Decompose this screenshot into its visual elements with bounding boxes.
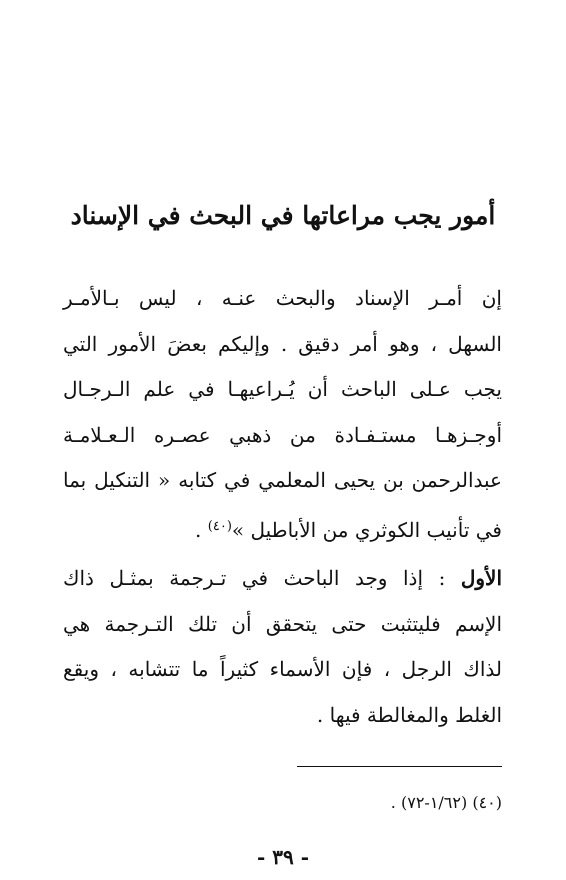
footnote-reference[interactable]: (٤٠) [207,518,232,534]
point-label: الأول [460,566,502,590]
paragraph-first-point [63,556,502,738]
text-line: إن أمـر الإسناد والبحث عنـه ، ليس بـالأمـر [63,286,502,310]
end-mark: . [195,517,208,542]
section-heading: أمور يجب مراعاتها في البحث في الإسناد [70,201,496,230]
text-line: الإسم فليتثبت حتى يتحقق أن تلك التـرجمة هي [63,611,502,636]
text-line: لذاك الرجل ، فإن الأسماء كثيراً ما تتشابه ، ويقع [63,657,502,681]
text-line-content: : إذا وجد الباحث في تـرجمة بمثـل ذاك [63,566,461,590]
text-line-content: في تأنيب الكوثري من الأباطيل » [231,517,502,542]
footnote: (٤٠) (١/٦٢-٧٢) . [390,793,502,812]
text-line-final: الغلط والمغالطة فيها . [316,702,502,727]
text-line: يجب عـلى الباحث أن يُـراعيهـا في علم الـرجـال [63,377,502,401]
text-line: أوجـزهـا مستـفـادة من ذهبي عصـره الـعـلامـة [63,422,502,447]
text-line: عبدالرحمن بن يحيى المعلمي في كتابه « التنكيل بما [63,468,502,492]
text-line: السهل ، وهو أمر دقيق . وإليكم بعضَ الأمور التي [63,331,502,356]
paragraph-intro [63,276,502,553]
text-line [63,556,502,602]
text-line-final [63,504,502,554]
footnote-separator [297,766,502,767]
page-number: - ٣٩ - [256,845,309,869]
